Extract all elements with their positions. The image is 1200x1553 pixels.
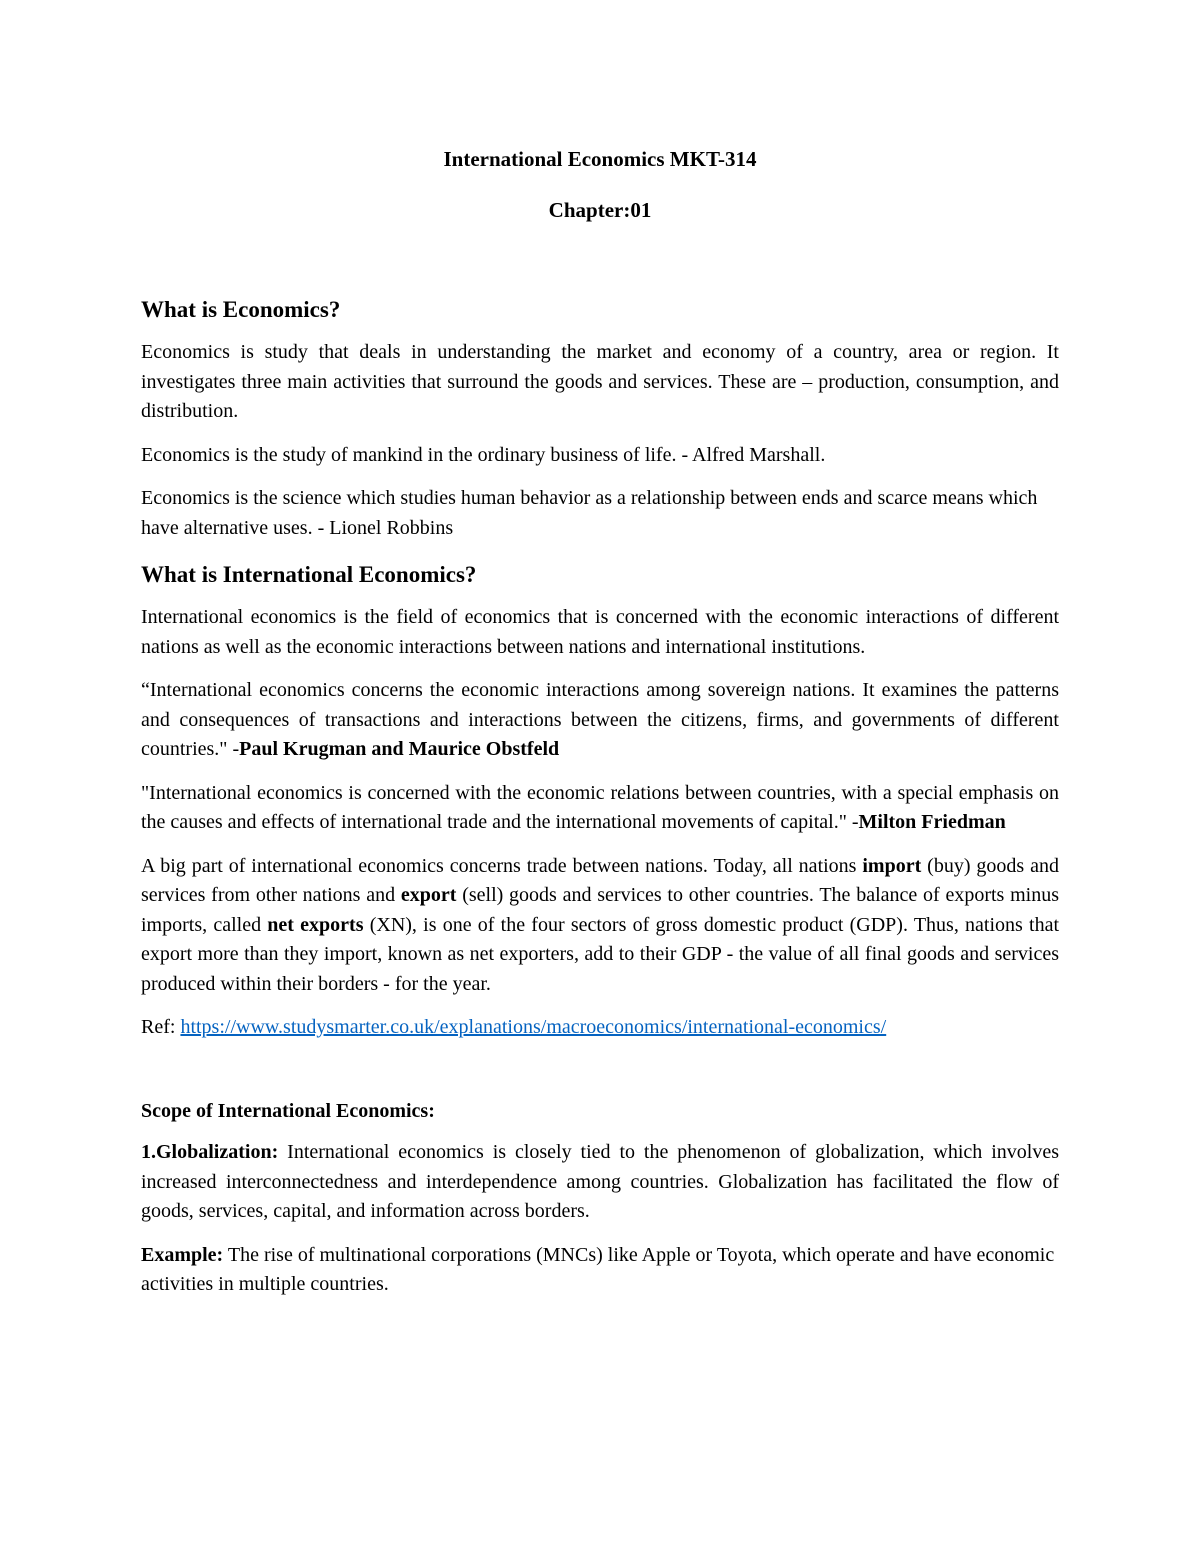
reference-label: Ref: — [141, 1016, 181, 1038]
trade-text-a: A big part of international economics concerns trade between nations. Today, all nations — [141, 854, 863, 877]
friedman-quote — [141, 779, 1059, 838]
spacer — [141, 1057, 1059, 1097]
document-body — [141, 296, 1059, 1314]
heading-what-is-economics: What is Economics? — [141, 297, 341, 322]
trade-text-b: (buy) goods and services from other nations and — [141, 854, 1059, 906]
reference-link[interactable]: https://www.studysmarter.co.uk/explanations/macroeconomics/international-economics/ — [180, 1016, 887, 1038]
scope-heading-text: Scope of International Economics: — [141, 1099, 435, 1122]
krugman-quote-text: “International economics concerns the economic interactions among sovereign nations. It examines the patterns and consequences of transactions and interactions between the citizens, firms, and governments of different countries." - — [141, 679, 1059, 760]
trade-text-c: (sell) goods and services to other countries. The balance of exports minus imports, called — [141, 884, 1059, 936]
term-net-exports: net exports — [267, 913, 364, 936]
robbins-quote: Economics is the science which studies human behavior as a relationship between ends and scarce means which have alternative uses. - Lionel Robbins — [141, 487, 1038, 539]
globalization-text: International economics is closely tied to the phenomenon of globalization, which involves increased interconnectedness and interdependence among countries. Globalization has facilitated the flow of goods, services, capital, and information across borders. — [141, 1141, 1059, 1222]
economics-definition: Economics is study that deals in understanding the market and economy of a country, area or region. It investigates three main activities that surround the goods and services. These are – production, consumption, and distribution. — [141, 341, 1059, 422]
krugman-quote — [141, 676, 1059, 765]
friedman-quote-author: Milton Friedman — [858, 811, 1006, 833]
friedman-quote-text: "International economics is concerned with the economic relations between countries, with a special emphasis on the causes and effects of international trade and the international movements of capital." - — [141, 781, 1059, 833]
krugman-quote-author: Paul Krugman and Maurice Obstfeld — [239, 738, 560, 760]
term-export: export — [400, 884, 457, 906]
chapter-label: Chapter:01 — [548, 198, 652, 222]
heading-scope — [141, 1097, 1059, 1127]
globalization-label: 1.Globalization: — [141, 1141, 279, 1163]
reference-line — [141, 1013, 1059, 1043]
heading-what-is-international-economics: What is International Economics? — [141, 562, 477, 587]
trade-paragraph — [141, 852, 1059, 1000]
trade-text-d: (XN), is one of the four sectors of gross domestic product (GDP). Thus, nations that export more than they import, known as net exporters, add to their GDP - the value of all final goods and services produced within their borders - for the year. — [141, 913, 1060, 995]
document-title: International Economics MKT-314 — [443, 147, 757, 171]
example-item — [141, 1241, 1059, 1300]
example-label: Example: — [141, 1243, 224, 1266]
marshall-quote: Economics is the study of mankind in the ordinary business of life. - Alfred Marshall. — [141, 443, 826, 466]
term-import: import — [862, 854, 922, 877]
international-definition: International economics is the field of economics that is concerned with the economic interactions of different nations as well as the economic interactions between nations and international institutions. — [141, 606, 1059, 658]
globalization-item — [141, 1138, 1059, 1227]
example-text: The rise of multinational corporations (MNCs) like Apple or Toyota, which operate and have economic activities in multiple countries. — [141, 1243, 1055, 1295]
